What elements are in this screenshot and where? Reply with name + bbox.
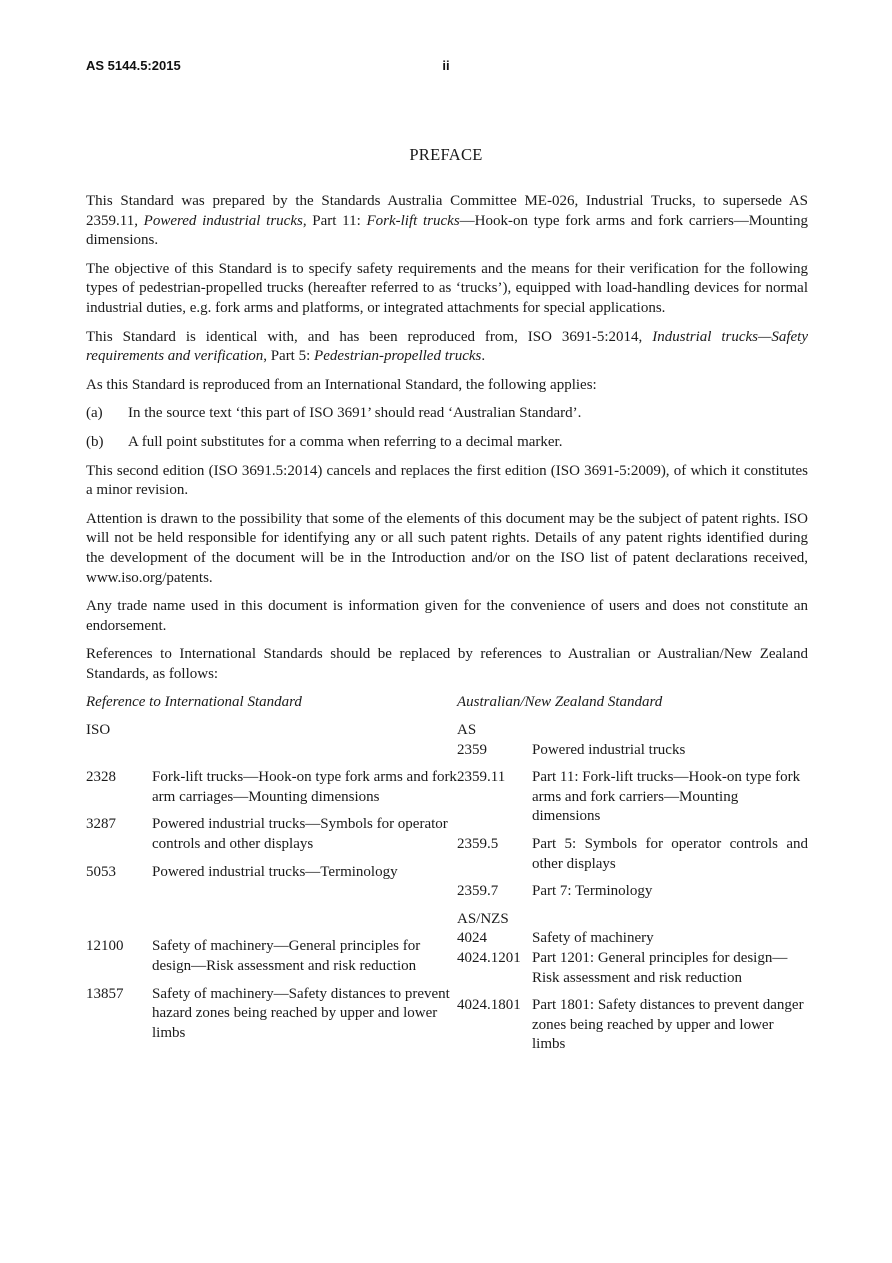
text-run: , Part 5: — [263, 348, 315, 365]
standard-number: 4024 — [457, 930, 487, 947]
standard-title: Safety of machinery—Safety distances to prevent hazard zones being reached by upper and lower limbs — [152, 985, 450, 1041]
standard-title: Fork-lift trucks—Hook-on type fork arms and fork arm carriages—Mounting dimensions — [152, 769, 457, 805]
prefix-label: AS — [457, 722, 477, 739]
list-item — [86, 433, 808, 453]
standard-title: Powered industrial trucks—Symbols for operator controls and other displays — [152, 816, 448, 853]
international-column — [86, 693, 457, 1063]
standard-number: 13857 — [86, 985, 124, 1002]
standard-title: Part 7: Terminology — [532, 883, 653, 900]
standard-number: 12100 — [86, 938, 124, 955]
table-row — [86, 937, 457, 976]
list-text: A full point substitutes for a comma when referring to a decimal marker. — [128, 433, 563, 450]
list-text: In the source text ‘this part of ISO 3691’ should read ‘Australian Standard’. — [128, 405, 582, 422]
series-row — [457, 929, 808, 949]
standard-number: 3287 — [86, 816, 116, 833]
standard-number: 2359.11 — [457, 769, 506, 786]
blank-cell — [86, 890, 457, 929]
prefix-label: ISO — [86, 722, 111, 739]
series-prefix — [86, 721, 457, 760]
standard-title: Safety of machinery—General principles for design—Risk assessment and risk reduction — [152, 938, 421, 974]
australian-column — [457, 693, 808, 1063]
preface-body — [86, 192, 808, 1063]
standard-number: 2359.7 — [457, 883, 499, 900]
standard-title: Part 1801: Safety distances to prevent danger zones being reached by upper and lower limbs — [532, 997, 804, 1053]
text-run: This Standard was prepared by the Standards Australia Committee ME-026, Industrial Trucks, to supersede AS 2359.11, — [86, 193, 808, 229]
column-heading: Australian/New Zealand Standard — [457, 694, 663, 711]
series-row — [457, 741, 808, 761]
paragraph-patents: Attention is drawn to the possibility that some of the elements of this document may be the subject of patent rights. ISO will not be held responsible for identifying any or all such patent rights. Details of any patent rights identified during the development of the document will be in the Introduction and/or on the ISO list of patent declarations received, www.iso.org/patents. — [86, 510, 808, 586]
table-row — [457, 996, 808, 1055]
standard-number: 4024.1801 — [457, 997, 521, 1014]
table-row — [86, 768, 457, 807]
reference-table — [86, 693, 808, 1063]
standard-number: 2359 — [457, 741, 487, 758]
list-item — [86, 404, 808, 424]
table-row — [86, 815, 457, 854]
document-id: AS 5144.5:2015 — [86, 58, 181, 73]
table-row — [457, 768, 808, 827]
standard-number: 5053 — [86, 863, 116, 880]
paragraph-identical — [86, 328, 808, 367]
standard-title: Part 11: Fork-lift trucks—Hook-on type fork arms and fork carriers—Mounting dimensions — [532, 769, 801, 825]
paragraph-trade-name: Any trade name used in this document is information given for the convenience of users and does not constitute an endorsement. — [86, 598, 808, 634]
series-prefix — [457, 721, 808, 760]
standard-number: 2328 — [86, 769, 116, 786]
table-row — [457, 882, 808, 902]
list-marker: (b) — [86, 433, 104, 450]
standard-title: Powered industrial trucks — [532, 741, 686, 758]
text-run: , Part 11: — [302, 212, 367, 229]
prefix-label: AS/NZS — [457, 910, 509, 927]
standard-title: Part 1201: General principles for design—Risk assessment and risk reduction — [532, 950, 788, 986]
series-prefix — [457, 910, 808, 949]
list-marker: (a) — [86, 405, 103, 422]
column-heading: Reference to International Standard — [86, 694, 302, 711]
table-row — [86, 863, 457, 883]
page-title: PREFACE — [409, 145, 483, 164]
page-number: ii — [442, 58, 450, 73]
table-row — [86, 985, 457, 1044]
title-italic: Pedestrian-propelled trucks — [314, 348, 482, 365]
title-italic: Industrial trucks—Safety requirements and verification — [86, 328, 808, 365]
paragraph-applies: As this Standard is reproduced from an International Standard, the following applies: — [86, 376, 597, 393]
paragraph-committee — [86, 192, 808, 251]
table-row — [457, 949, 808, 988]
standard-title: Safety of machinery — [532, 930, 654, 947]
standard-number: 4024.1201 — [457, 950, 521, 966]
text-run: . — [481, 348, 486, 365]
standard-number: 2359.5 — [457, 836, 499, 853]
title-italic: Fork-lift trucks — [366, 212, 460, 229]
text-run: —Hook-on type fork arms and fork carriers—Mounting dimensions. — [86, 212, 808, 249]
title-italic: Powered industrial trucks — [143, 212, 303, 229]
paragraph-objective: The objective of this Standard is to specify safety requirements and the means for their verification for the following types of pedestrian-propelled trucks (hereafter referred to as ‘trucks’), equipped with load-handling devices for normal industrial duties, e.g. fork arms and platforms, or integrated attachments for special applications. — [86, 260, 808, 316]
paragraph-references: References to International Standards should be replaced by references to Australian or Australian/New Zealand Standards, as follows: — [86, 646, 808, 682]
table-row — [457, 835, 808, 874]
standard-title: Part 5: Symbols for operator controls and other displays — [532, 836, 808, 872]
paragraph-edition: This second edition (ISO 3691.5:2014) cancels and replaces the first edition (ISO 3691-5:2009), of which it constitutes a minor revision. — [86, 462, 808, 499]
text-run: This Standard is identical with, and has been reproduced from, ISO 3691-5:2014, — [86, 328, 653, 345]
standard-title: Powered industrial trucks—Terminology — [152, 863, 398, 880]
